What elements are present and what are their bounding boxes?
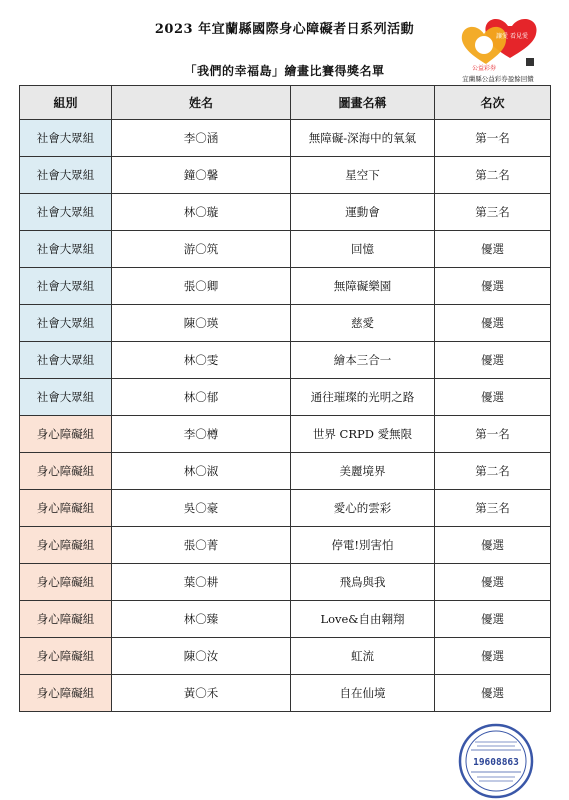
header-painting: 圖畫名稱 [291,86,435,120]
table-row [20,268,551,305]
cell-name: 葉〇耕 [112,564,291,601]
cell-name: 鐘〇馨 [112,157,291,194]
award-table [19,85,551,712]
page-subtitle: 「我們的幸福島」繪畫比賽得獎名單 [184,64,385,78]
cell-painting: 自在仙境 [291,675,435,712]
cell-group: 社會大眾組 [20,194,112,231]
cell-name: 李〇樽 [112,416,291,453]
cell-rank: 優選 [435,342,551,379]
logo-emblem-icon [526,58,534,66]
cell-painting: 無障礙樂園 [291,268,435,305]
cell-rank: 第二名 [435,157,551,194]
table-row [20,675,551,712]
cell-group: 身心障礙組 [20,601,112,638]
logo-circle [475,36,493,54]
seal-number: 19608863 [473,757,519,768]
cell-name: 林〇淑 [112,453,291,490]
cell-rank: 第三名 [435,194,551,231]
cell-group: 社會大眾組 [20,305,112,342]
cell-group: 社會大眾組 [20,268,112,305]
cell-painting: 美麗境界 [291,453,435,490]
cell-rank: 優選 [435,675,551,712]
cell-group: 身心障礙組 [20,675,112,712]
table-row [20,564,551,601]
table-header-row [20,86,551,120]
cell-rank: 優選 [435,601,551,638]
cell-rank: 優選 [435,379,551,416]
cell-group: 身心障礙組 [20,527,112,564]
cell-name: 吳〇豪 [112,490,291,527]
table-row [20,231,551,268]
cell-rank: 第二名 [435,453,551,490]
seal-script-top [475,742,517,746]
table-row [20,638,551,675]
cell-group: 身心障礙組 [20,490,112,527]
table-row [20,194,551,231]
seal-script-bottom [477,777,515,781]
cell-rank: 第一名 [435,416,551,453]
page-title: 2023 年宜蘭縣國際身心障礙者日系列活動 [154,22,415,37]
header-name: 姓名 [112,86,291,120]
cell-name: 林〇郁 [112,379,291,416]
cell-name: 黃〇禾 [112,675,291,712]
cell-group: 社會大眾組 [20,120,112,157]
logo-text-left: 公益彩券 [471,65,497,72]
cell-rank: 第三名 [435,490,551,527]
cell-painting: 通往璀璨的光明之路 [291,379,435,416]
cell-painting: 無障礙-深海中的氧氣 [291,120,435,157]
table-row [20,120,551,157]
header-group: 組別 [20,86,112,120]
cell-painting: 運動會 [291,194,435,231]
cell-name: 游〇筑 [112,231,291,268]
cell-painting: 停電!別害怕 [291,527,435,564]
cell-painting: 回憶 [291,231,435,268]
cell-group: 社會大眾組 [20,342,112,379]
cell-group: 身心障礙組 [20,416,112,453]
cell-rank: 優選 [435,564,551,601]
table-row [20,601,551,638]
cell-painting: 慈愛 [291,305,435,342]
cell-rank: 優選 [435,231,551,268]
cell-rank: 第一名 [435,120,551,157]
cell-painting: 繪本三合一 [291,342,435,379]
cell-name: 張〇菁 [112,527,291,564]
cell-name: 陳〇瑛 [112,305,291,342]
official-seal [457,722,535,800]
cell-group: 身心障礙組 [20,453,112,490]
cell-painting: 星空下 [291,157,435,194]
cell-rank: 優選 [435,305,551,342]
cell-rank: 優選 [435,268,551,305]
cell-rank: 優選 [435,527,551,564]
table-row [20,305,551,342]
cell-group: 身心障礙組 [20,638,112,675]
cell-name: 張〇卿 [112,268,291,305]
table-row [20,416,551,453]
cell-painting: 愛心的雲彩 [291,490,435,527]
cell-rank: 優選 [435,638,551,675]
cell-name: 林〇雯 [112,342,291,379]
table-row [20,527,551,564]
cell-group: 社會大眾組 [20,157,112,194]
cell-name: 林〇璇 [112,194,291,231]
cell-group: 社會大眾組 [20,379,112,416]
cell-name: 林〇臻 [112,601,291,638]
table-row [20,379,551,416]
cell-group: 社會大眾組 [20,231,112,268]
cell-name: 陳〇汝 [112,638,291,675]
cell-painting: 飛鳥與我 [291,564,435,601]
table-row [20,342,551,379]
header-rank: 名次 [435,86,551,120]
logo-text-top: 讓愛 看見愛 [496,33,528,40]
table-row [20,157,551,194]
cell-group: 身心障礙組 [20,564,112,601]
cell-painting: Love&自由翱翔 [291,601,435,638]
logo-org-text: 宜蘭縣公益彩券盈餘回饋 [462,75,534,83]
cell-painting: 世界 CRPD 愛無限 [291,416,435,453]
cell-painting: 虹流 [291,638,435,675]
cell-name: 李〇涵 [112,120,291,157]
table-row [20,453,551,490]
table-row [20,490,551,527]
